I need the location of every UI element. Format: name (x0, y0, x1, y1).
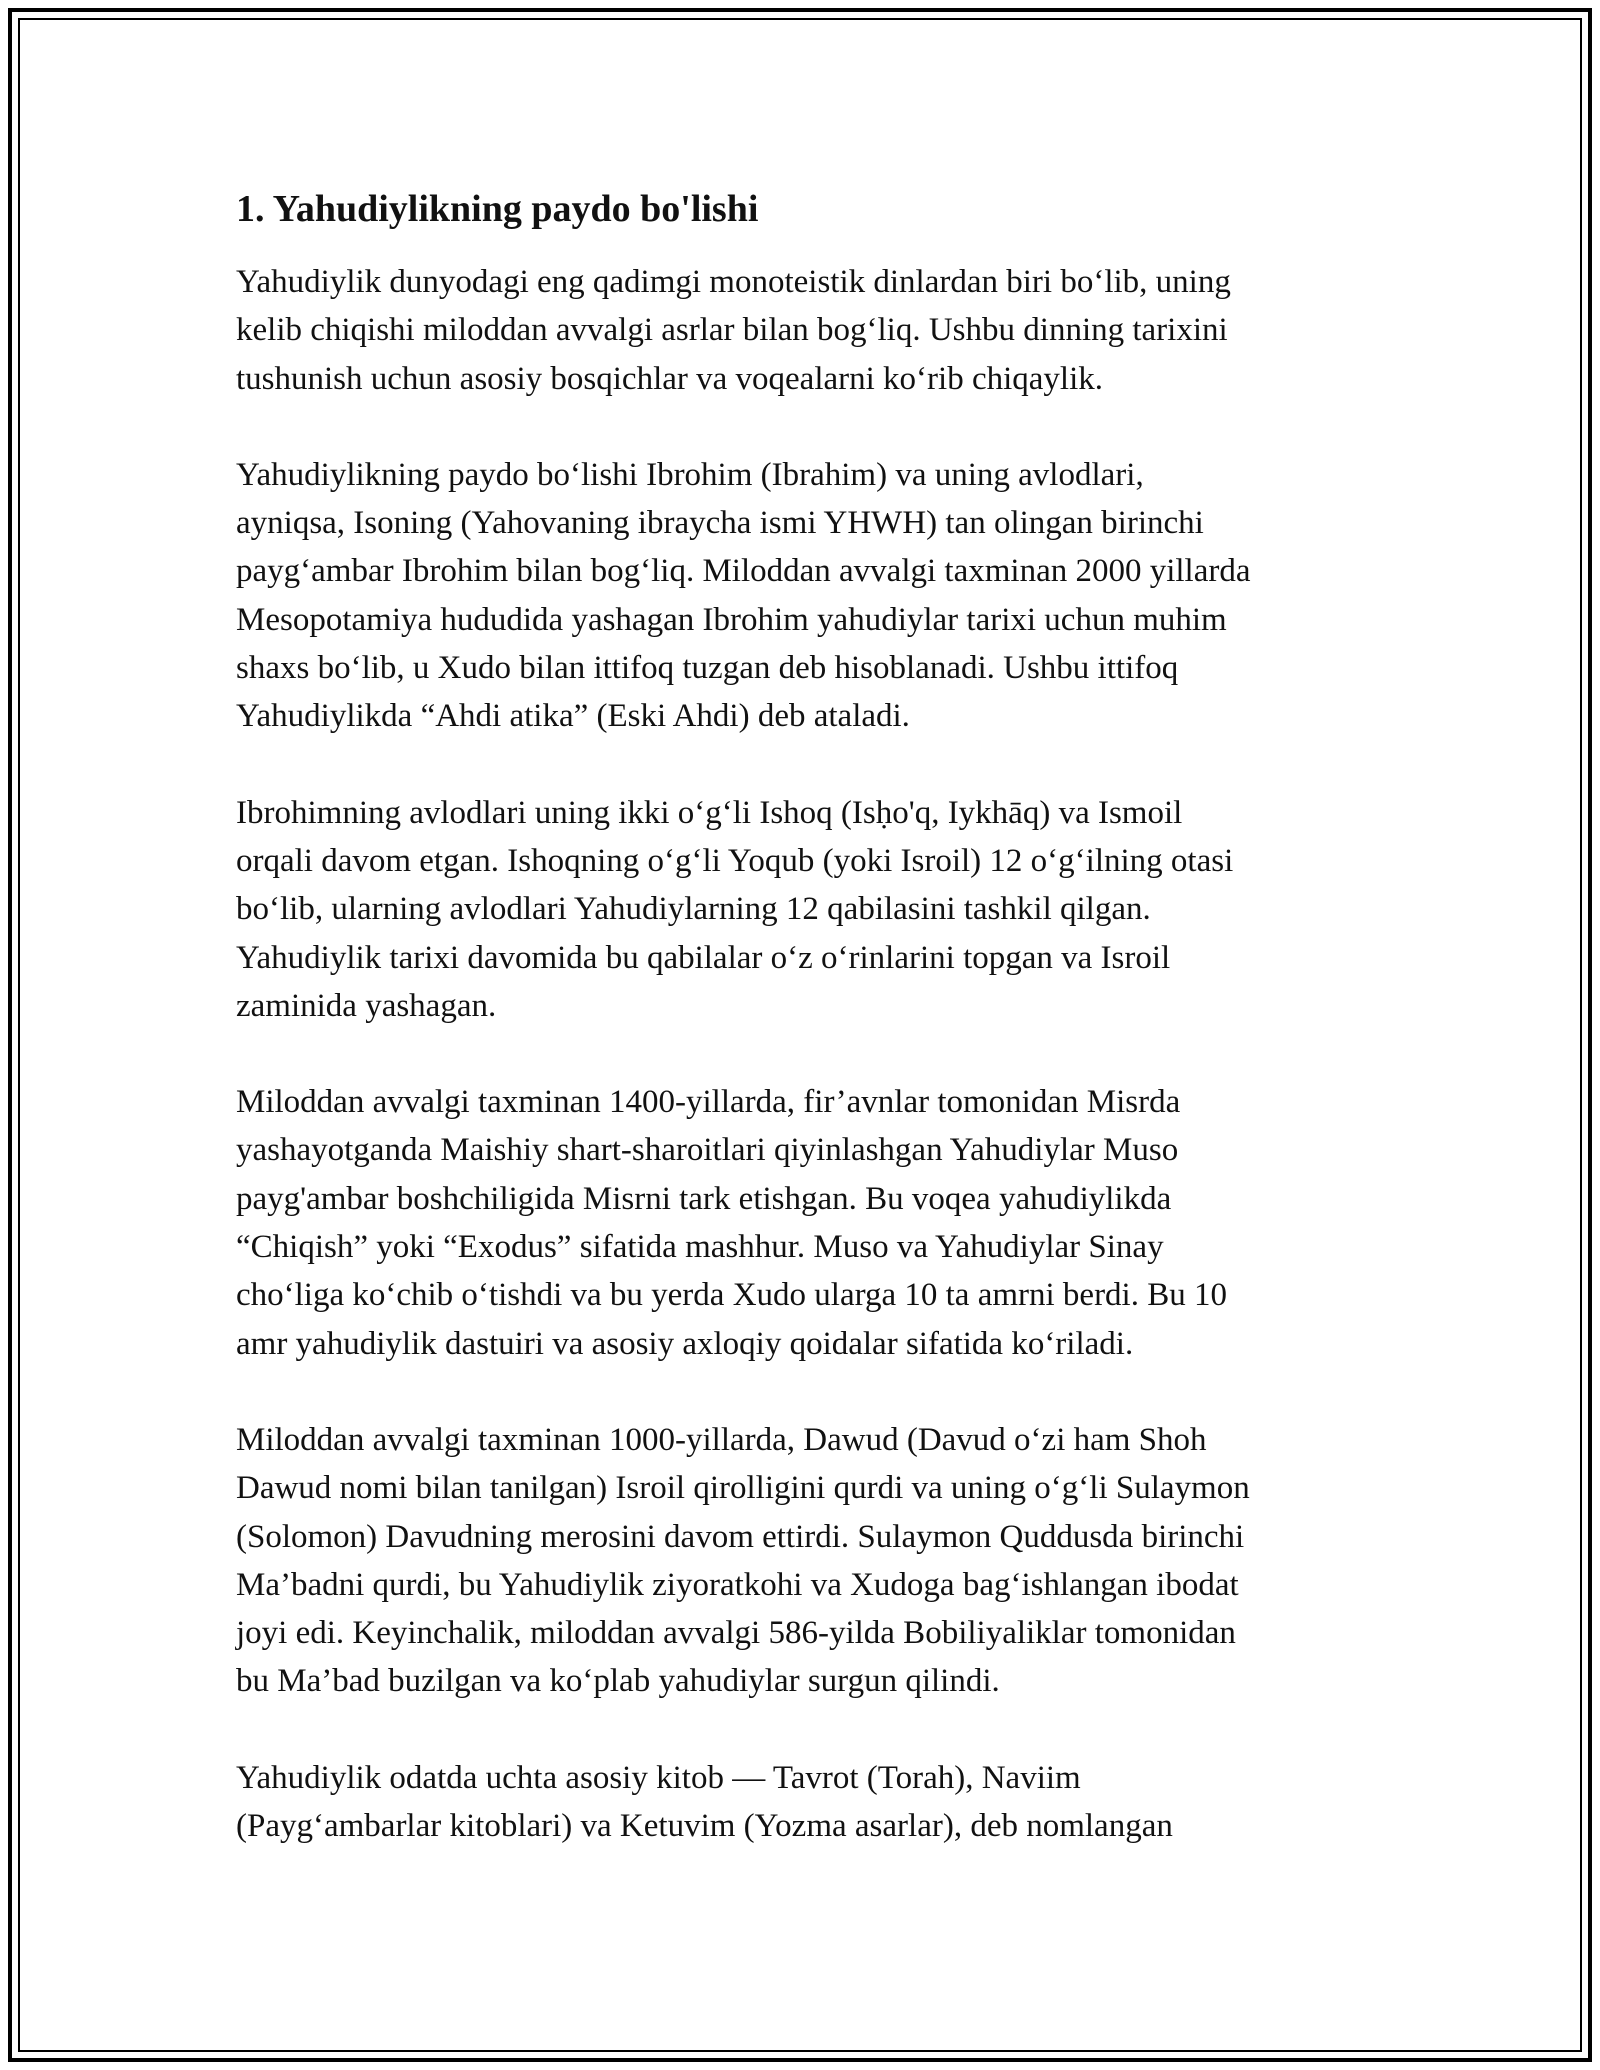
paragraph-intro: Yahudiylik dunyodagi eng qadimgi monoteistik dinlardan biri bo‘lib, uning kelib chiqishi miloddan avvalgi asrlar bilan bog‘liq. Ushbu dinning tarixini tushunish uchun asosiy bosqichlar va voqealarni ko‘rib chiqaylik. (236, 264, 1231, 397)
paragraph-scriptures: Yahudiylik odatda uchta asosiy kitob — Tavrot (Torah), Naviim (Payg‘ambarlar kitoblari) va Ketuvim (Yozma asarlar), deb nomlangan (236, 1759, 1173, 1845)
paragraph-kingdom: Miloddan avvalgi taxminan 1000-yillarda, Dawud (Davud o‘zi ham Shoh Dawud nomi bilan tanilgan) Isroil qirolligini qurdi va uning o‘g‘li Sulaymon (Solomon) Davudning merosini davom ettirdi. Sulaymon Quddusda birinchi Ma’badni qurdi, bu Yahudiylik ziyoratkohi va Xudoga bag‘ishlangan ibodat joyi edi. Keyinchalik, miloddan avvalgi 586-yilda Bobiliyaliklar tomonidan bu Ma’bad buzilgan va ko‘plab yahudiylar surgun qilindi. (236, 1421, 1250, 1700)
paragraph-descendants: Ibrohimning avlodlari uning ikki o‘g‘li Ishoq (Isḥo'q, Iykhāq) va Ismoil orqali davom etgan. Ishoqning o‘g‘li Yoqub (yoki Isroil) 12 o‘g‘ilning otasi bo‘lib, ularning avlodlari Yahudiylarning 12 qabilasini tashkil qilgan. Yahudiylik tarixi davomida bu qabilalar o‘z o‘rinlarini topgan va Isroil zaminida yashagan. (236, 794, 1234, 1024)
paragraph-ibrohim: Yahudiylikning paydo bo‘lishi Ibrohim (Ibrahim) va uning avlodlari, ayniqsa, Isoning (Yahovaning ibraycha ismi YHWH) tan olingan birinchi payg‘ambar Ibrohim bilan bog‘liq. Miloddan avvalgi taxminan 2000 yillarda Mesopotamiya hududida yashagan Ibrohim yahudiylar tarixi uchun muhim shaxs bo‘lib, u Xudo bilan ittifoq tuzgan deb hisoblanadi. Ushbu ittifoq Yahudiylikda “Ahdi atika” (Eski Ahdi) deb ataladi. (236, 456, 1251, 735)
paragraph-exodus: Miloddan avvalgi taxminan 1400-yillarda, fir’avnlar tomonidan Misrda yashayotganda Maishiy shart-sharoitlari qiyinlashgan Yahudiylar Muso payg'ambar boshchiligida Misrni tark etishgan. Bu voqea yahudiylikda “Chiqish” yoki “Exodus” sifatida mashhur. Muso va Yahudiylar Sinay cho‘liga ko‘chib o‘tishdi va bu yerda Xudo ularga 10 ta amrni berdi. Bu 10 amr yahudiylik dastuiri va asosiy axloqiy qoidalar sifatida ko‘riladi. (236, 1084, 1227, 1362)
document-body (236, 186, 1376, 1898)
section-heading: 1. Yahudiylikning paydo bo'lishi (236, 188, 759, 230)
